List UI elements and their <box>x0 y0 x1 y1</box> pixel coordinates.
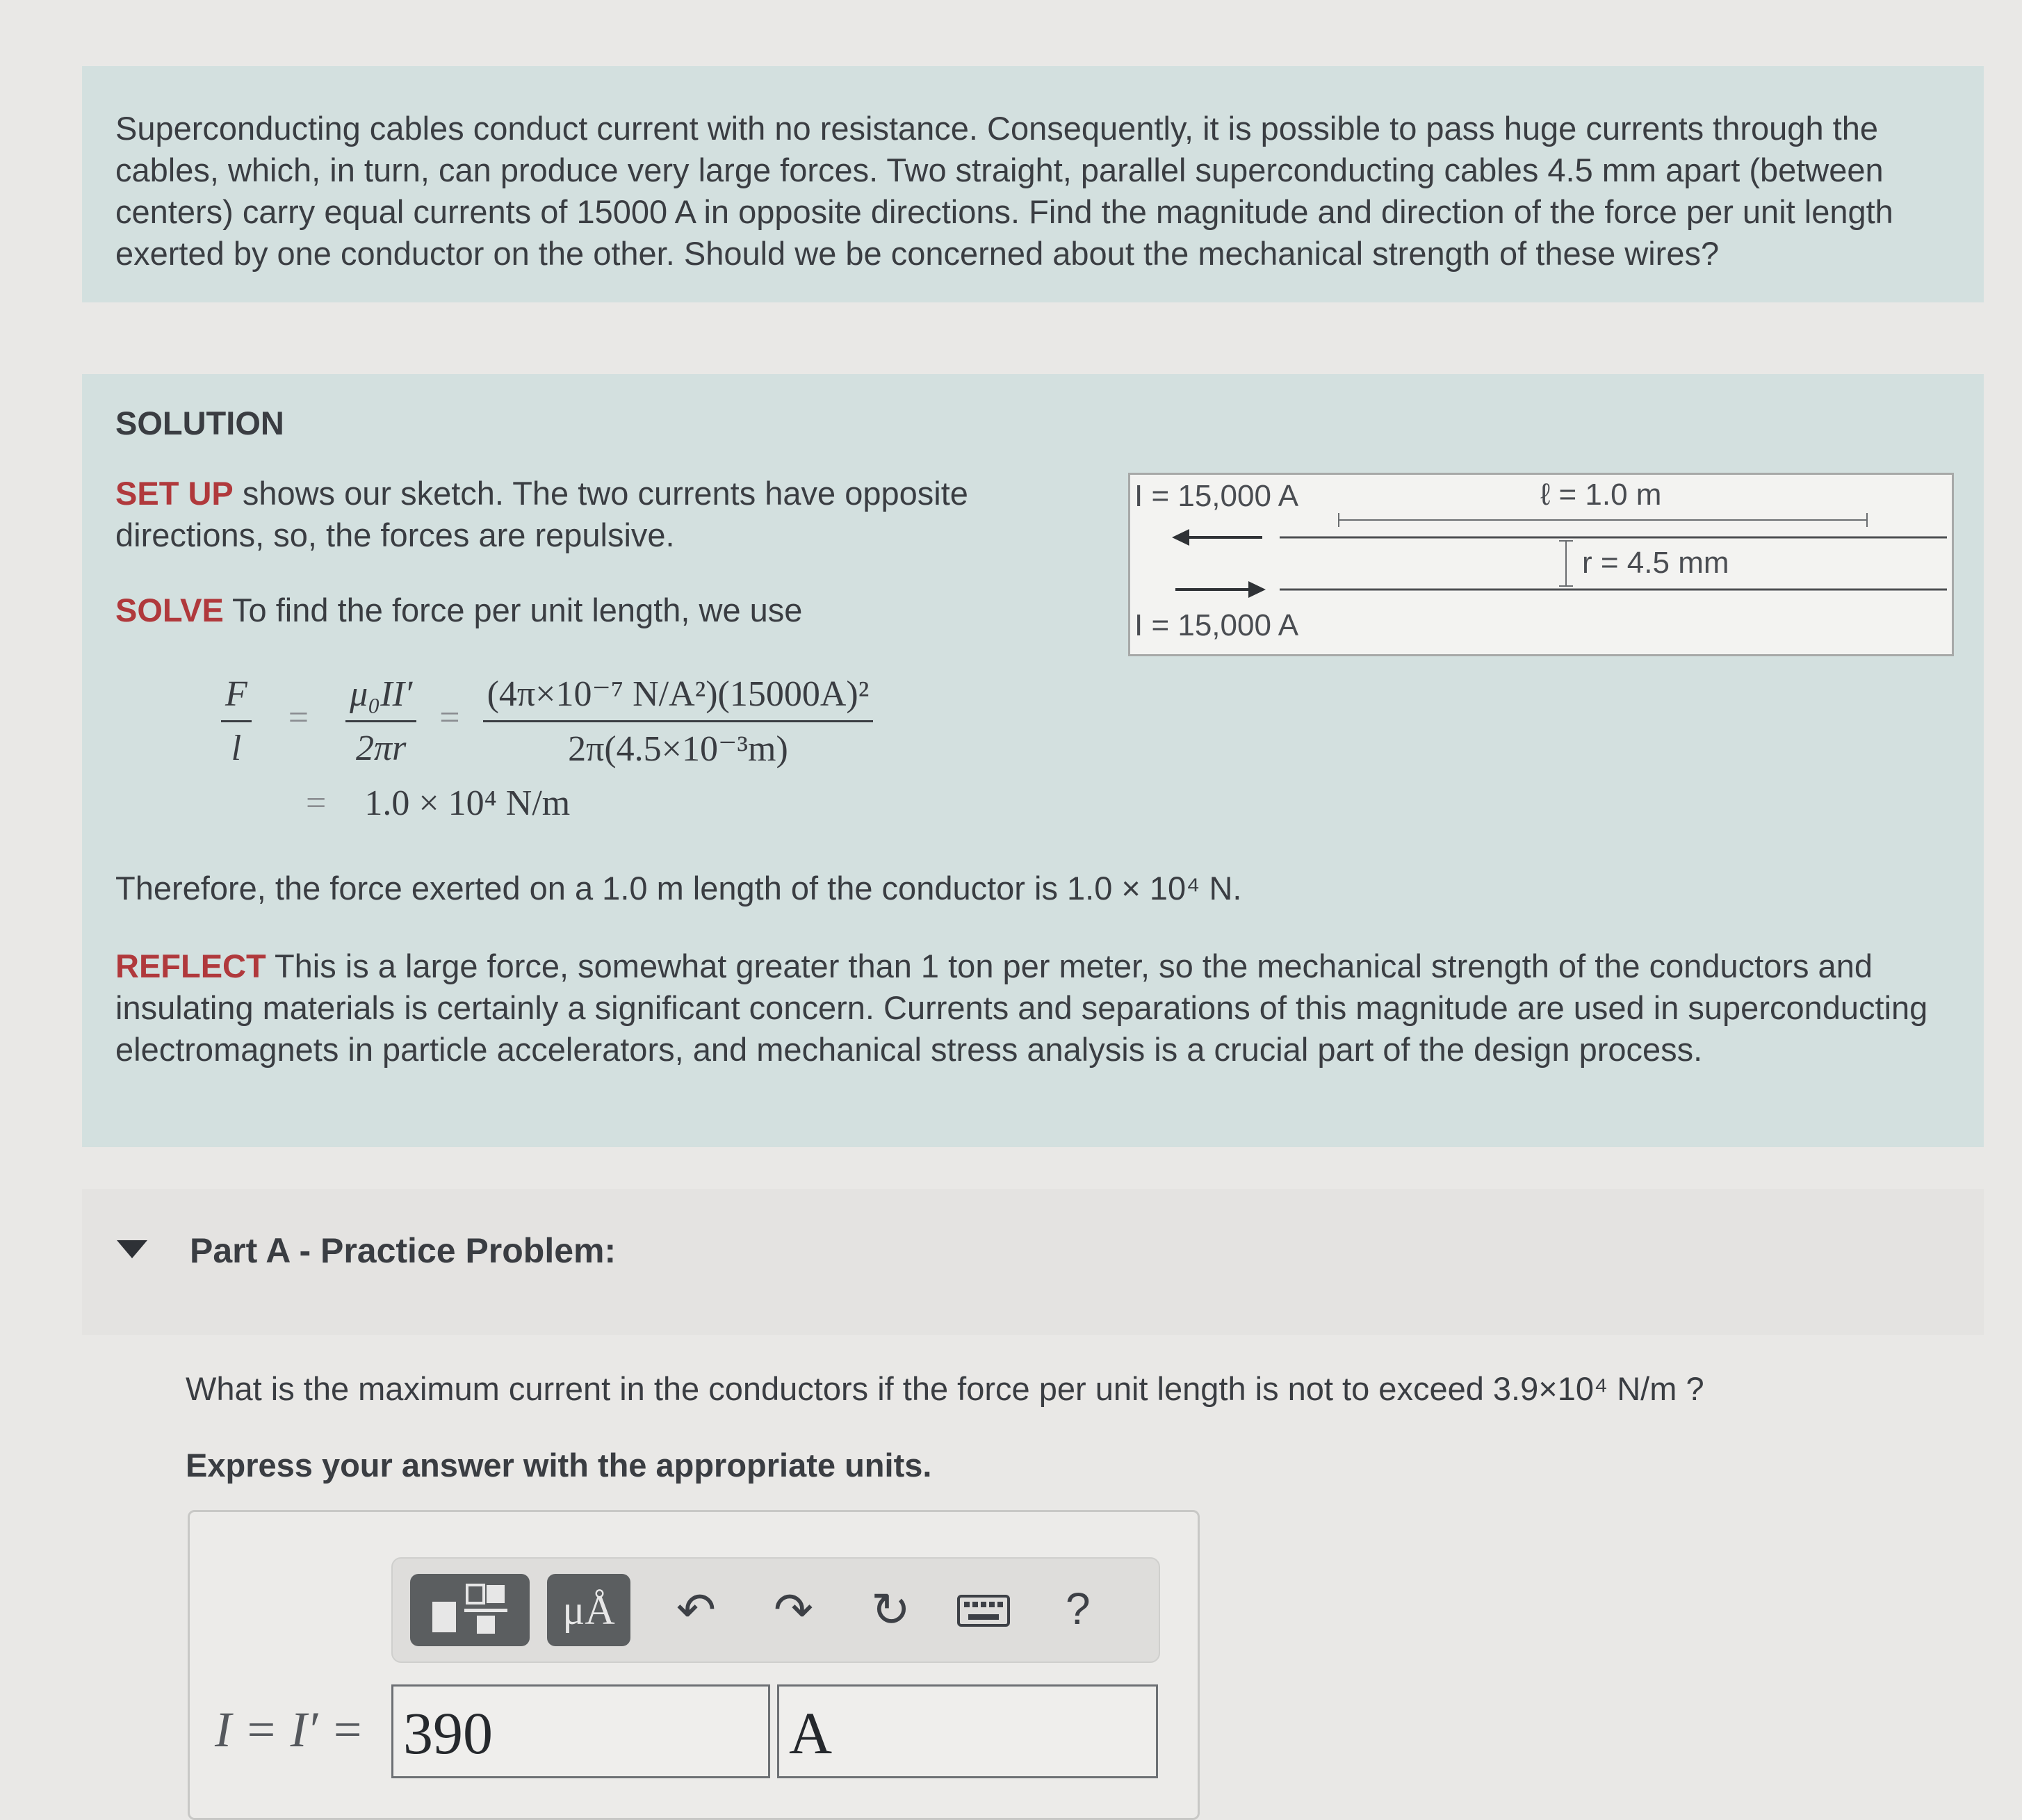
lhs-numerator: F <box>221 674 252 722</box>
substitution-numerator: (4π×10⁻⁷ N/A²)(15000A)² <box>483 673 874 722</box>
templates-icon <box>428 1582 512 1638</box>
equals-sign: = <box>439 698 460 738</box>
answer-value-input[interactable]: 390 <box>391 1684 770 1778</box>
bottom-current-label: I = 15,000 A <box>1134 608 1299 642</box>
lhs-fraction <box>221 674 252 769</box>
solution-heading: SOLUTION <box>115 405 284 441</box>
equals-sign: = <box>306 783 327 823</box>
solve-paragraph <box>115 590 1102 631</box>
lhs-denominator: l <box>231 729 242 768</box>
formula-denominator: 2πr <box>356 729 407 768</box>
keyboard-icon[interactable] <box>957 1595 1010 1627</box>
undo-icon[interactable]: ↶ <box>676 1584 716 1636</box>
formula-numerator: μ₀II′ <box>345 674 416 722</box>
top-current-label: I = 15,000 A <box>1134 479 1299 513</box>
math-toolbar <box>391 1557 1160 1663</box>
length-label: ℓ = 1.0 m <box>1540 478 1662 512</box>
part-a-title[interactable]: Part A - Practice Problem: <box>190 1231 617 1270</box>
reflect-text: This is a large force, somewhat greater than 1 ton per meter, so the mechanical strength of the conductors and insulating materials is certainly a significant concern. Currents and separations of this magnitude are used in superconducting electromagnets in particle accelerators, and mechanical stress analysis is a crucial part of the design process. <box>115 948 1928 1068</box>
wire-sketch-figure <box>1128 473 1954 656</box>
answer-unit-input[interactable]: A <box>777 1684 1158 1778</box>
templates-button[interactable] <box>410 1574 530 1646</box>
part-a-header[interactable] <box>82 1189 1984 1335</box>
equation-result: 1.0 × 10⁴ N/m <box>364 783 571 823</box>
substitution-fraction <box>483 673 874 770</box>
help-icon[interactable]: ? <box>1066 1584 1091 1634</box>
solve-text: To find the force per unit length, we use <box>232 592 803 628</box>
collapse-triangle-icon[interactable] <box>117 1240 147 1258</box>
answer-box <box>188 1510 1200 1820</box>
question-text: What is the maximum current in the conductors if the force per unit length is not to exceed 3.9×10⁴ N/m ? <box>186 1370 1704 1407</box>
solution-panel <box>82 374 1984 1147</box>
redo-icon[interactable]: ↷ <box>774 1584 813 1636</box>
answer-label: I = I′ = <box>215 1702 364 1757</box>
problem-text: Superconducting cables conduct current with no resistance. Consequently, it is possible to pass huge currents through the cables, which, in turn, can produce very large forces. Two straight, parallel superconducting cables 4.5 mm apart (between centers) carry equal currents of 15000 A in opposite directions. Find the magnitude and direction of the force per unit length exerted by one conductor on the other. Should we be concerned about the mechanical strength of these wires? <box>115 110 1893 272</box>
setup-tag: SET UP <box>115 475 234 512</box>
instruction-text: Express your answer with the appropriate units. <box>186 1447 932 1484</box>
separation-label: r = 4.5 mm <box>1582 546 1729 580</box>
substitution-denominator: 2π(4.5×10⁻³m) <box>568 729 788 769</box>
units-button[interactable]: μÅ <box>547 1574 630 1646</box>
formula-fraction <box>345 674 416 769</box>
solve-tag: SOLVE <box>115 592 224 628</box>
setup-text: shows our sketch. The two currents have opposite directions, so, the forces are repulsive. <box>115 475 968 553</box>
therefore-text: Therefore, the force exerted on a 1.0 m length of the conductor is 1.0 × 10⁴ N. <box>115 870 1242 907</box>
equation-line-1 <box>221 673 873 770</box>
equals-sign: = <box>288 698 309 738</box>
equation-line-2 <box>306 783 570 824</box>
reset-icon[interactable]: ↻ <box>871 1584 911 1636</box>
problem-statement <box>82 66 1984 302</box>
setup-paragraph <box>115 473 1102 556</box>
reflect-paragraph <box>115 945 1950 1071</box>
reflect-tag: REFLECT <box>115 948 266 984</box>
